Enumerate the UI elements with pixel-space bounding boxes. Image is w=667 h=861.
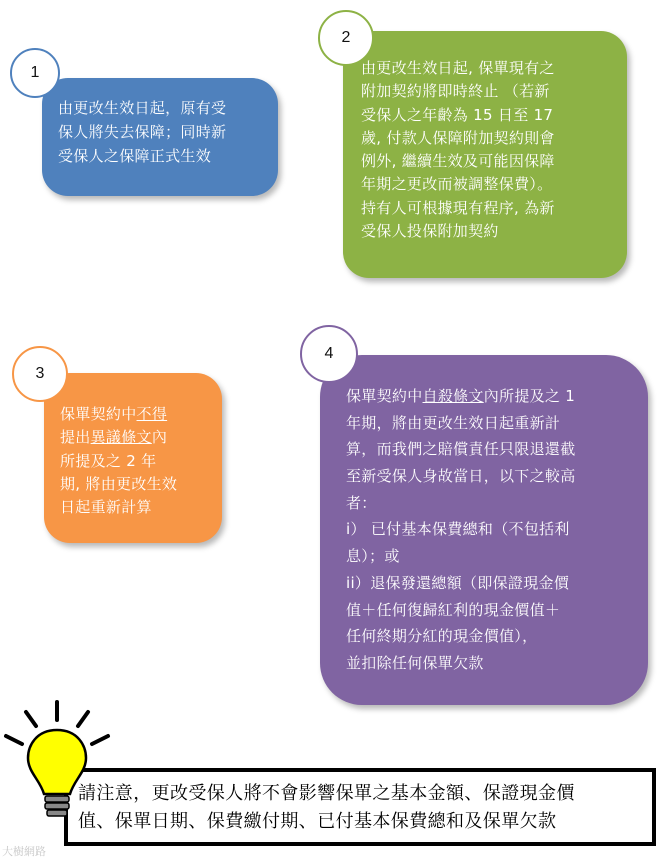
step-number-badge-4 [300, 325, 358, 383]
step-1-line: 受保人之保障正式生效 [58, 147, 212, 165]
step-4-line: 息）；或 [346, 547, 400, 566]
step-1-line: 保人將失去保障；同時新 [58, 123, 227, 141]
step-4-line: 算，而我們之賠償責任只限退還截 [346, 440, 576, 459]
step-3-text-fragment: 保單契約中 [60, 405, 137, 423]
step-card-4-text [346, 383, 646, 677]
step-number: 2 [341, 29, 351, 46]
step-4-text-fragment: 內所提及之 1 [483, 387, 576, 405]
step-3-underlined-term: 異議條文 [90, 428, 152, 447]
step-4-line: 者： [346, 493, 377, 512]
step-card-2 [343, 31, 627, 278]
step-2-line: 由更改生效日起, 保單現有之 [361, 59, 555, 77]
step-3-line: 所提及之 2 年 [60, 451, 157, 470]
step-2-line: 年期之更改而被調整保費）。 [361, 175, 553, 194]
step-4-line [346, 383, 646, 410]
step-4-underlined-term: 自殺條文 [422, 387, 484, 405]
notice-box [64, 768, 656, 846]
step-card-3-text [60, 403, 212, 519]
notice-line: 請注意，更改受保人將不會影響保單之基本金額、保證現金價 [78, 783, 575, 804]
step-2-line: 受保人之年齡為 15 日至 17 [361, 105, 554, 124]
step-3-line: 期, 將由更改生效 [60, 474, 178, 493]
step-4-line: 並扣除任何保單欠款 [346, 653, 484, 672]
step-2-line: 附加契約將即時終止 （若新 [361, 82, 550, 101]
step-card-1-text [58, 96, 270, 168]
notice-line: 值、保單日期、保費繳付期、已付基本保費總和及保單欠款 [78, 810, 557, 832]
step-4-line: 值＋任何復歸紅利的現金價值＋ [346, 600, 561, 619]
step-2-line: 歲, 付款人保障附加契約則會 [361, 128, 555, 147]
step-number: 1 [30, 64, 40, 81]
step-2-line: 例外, 繼續生效及可能因保障 [361, 152, 555, 170]
step-3-text-fragment: 提出 [60, 428, 91, 447]
step-card-1 [42, 78, 278, 196]
step-2-line: 持有人可根據現有程序, 為新 [361, 198, 555, 217]
step-4-line: i） 已付基本保費總和（不包括利 [346, 520, 570, 539]
step-4-text-fragment: 保單契約中 [346, 387, 423, 405]
step-4-line: 至新受保人身故當日，以下之較高 [346, 467, 576, 486]
step-4-line: 任何終期分紅的現金價值）， [346, 627, 538, 646]
step-number-badge-3 [12, 346, 68, 402]
step-number-badge-2 [318, 10, 374, 66]
step-card-3 [44, 373, 222, 543]
watermark: 大樹網路 [2, 846, 46, 858]
step-number-badge-1 [10, 48, 60, 98]
step-4-line: 年期，將由更改生效日起重新計 [346, 413, 561, 432]
step-number: 4 [324, 345, 334, 362]
step-card-4 [320, 355, 648, 705]
step-3-underlined-term: 不得 [136, 405, 168, 423]
step-4-line: ii）退保發還總額（即保證現金價 [346, 573, 570, 592]
step-3-line [60, 426, 212, 449]
step-card-2-text [361, 57, 623, 243]
step-3-text-fragment: 內 [151, 428, 168, 447]
step-number: 3 [35, 365, 45, 382]
lightbulb-icon [0, 698, 120, 828]
step-1-line: 由更改生效日起，原有受 [58, 99, 227, 117]
step-2-line: 受保人投保附加契約 [361, 221, 499, 240]
step-3-line: 日起重新計算 [60, 498, 152, 516]
step-3-line [60, 403, 212, 426]
